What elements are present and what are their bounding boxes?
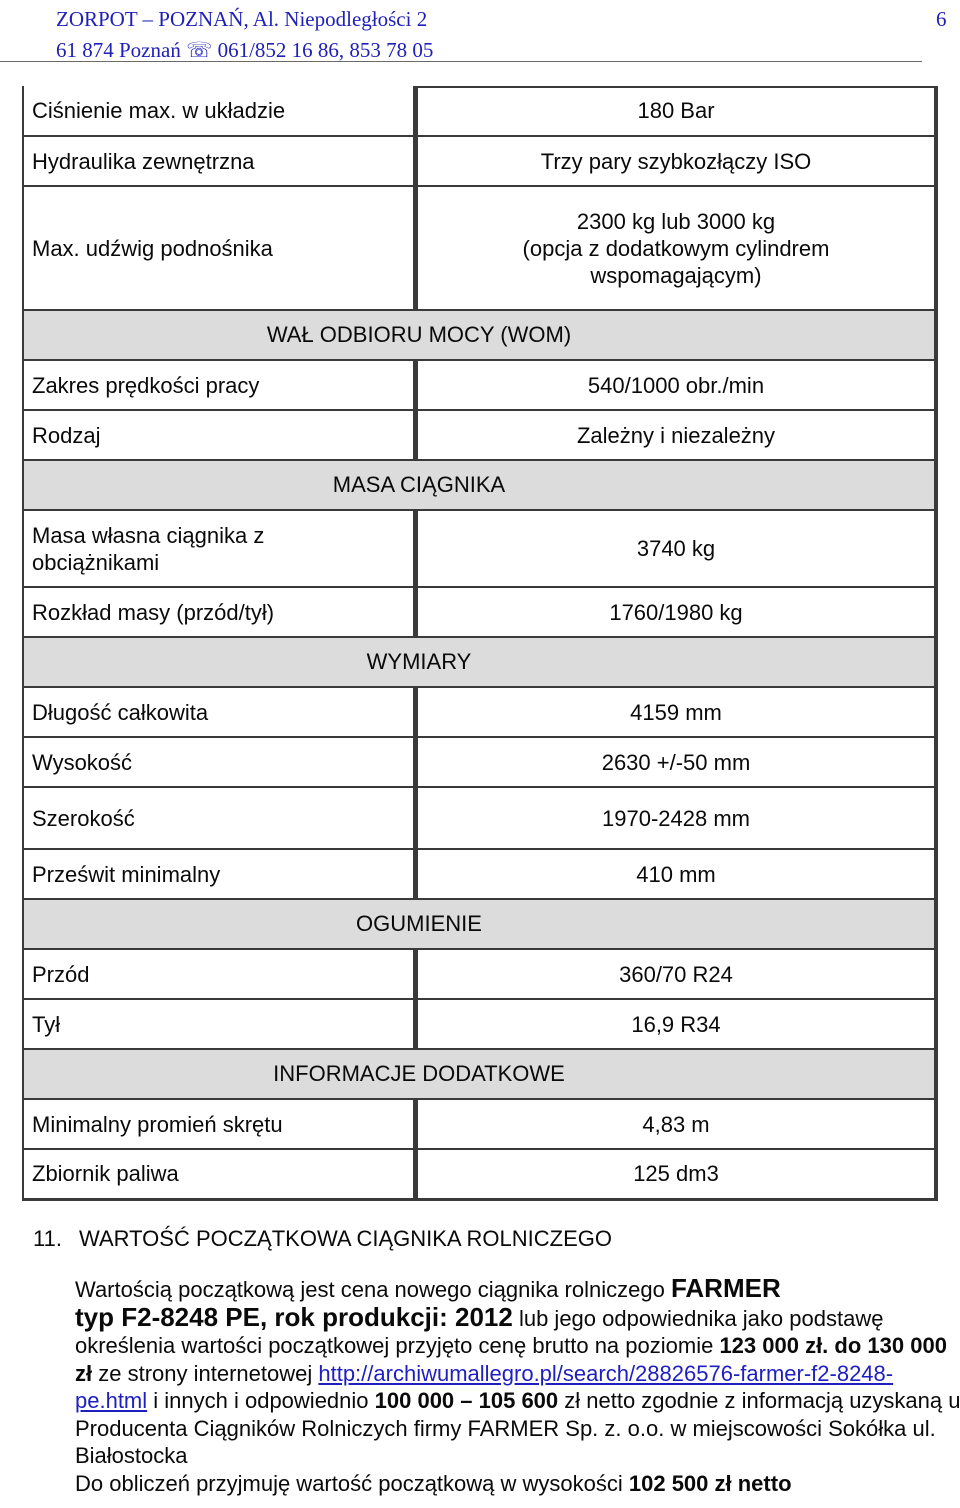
paragraph-text: i innych i odpowiednio bbox=[147, 1388, 375, 1413]
table-row bbox=[23, 787, 936, 849]
page-header bbox=[56, 4, 433, 66]
table-section-row bbox=[23, 460, 936, 510]
section-header: MASA CIĄGNIKA bbox=[23, 460, 936, 510]
spec-label: Szerokość bbox=[23, 787, 416, 849]
table-row bbox=[23, 1149, 936, 1199]
spec-value: Trzy pary szybkozłączy ISO bbox=[416, 136, 937, 186]
spec-label: Prześwit minimalny bbox=[23, 849, 416, 899]
section-header: WAŁ ODBIORU MOCY (WOM) bbox=[23, 310, 936, 360]
page-number: 6 bbox=[936, 7, 947, 31]
spec-label: Tył bbox=[23, 999, 416, 1049]
spec-value: 1760/1980 kg bbox=[416, 587, 937, 637]
spec-value: 2630 +/-50 mm bbox=[416, 737, 937, 787]
final-value: 102 500 zł netto bbox=[628, 1470, 792, 1496]
table-row bbox=[23, 186, 936, 310]
spec-value: 16,9 R34 bbox=[416, 999, 937, 1049]
spec-label: Max. udźwig podnośnika bbox=[23, 186, 416, 310]
spec-value: 1970-2428 mm bbox=[416, 787, 937, 849]
spec-value: 540/1000 obr./min bbox=[416, 360, 937, 410]
source-link[interactable]: http://archiwumallegro.pl/search/28826576-farmer-f2-8248-pe.html bbox=[75, 1360, 894, 1413]
spec-label: Masa własna ciągnika z obciążnikami bbox=[23, 510, 416, 587]
spec-label: Zakres prędkości pracy bbox=[23, 360, 416, 410]
price-range: 123 000 zł. do 130 000 zł bbox=[75, 1333, 947, 1386]
table-section-row bbox=[23, 899, 936, 949]
table-row bbox=[23, 687, 936, 737]
specification-table bbox=[22, 86, 938, 1201]
table-section-row bbox=[23, 637, 936, 687]
spec-value: 360/70 R24 bbox=[416, 949, 937, 999]
table-row bbox=[23, 849, 936, 899]
brand-name: FARMER bbox=[670, 1273, 781, 1303]
spec-value: 3740 kg bbox=[416, 510, 937, 587]
paragraph-text: Do obliczeń przyjmuję wartość początkową w wysokości bbox=[75, 1470, 629, 1496]
spec-label: Minimalny promień skrętu bbox=[23, 1099, 416, 1149]
spec-label: Hydraulika zewnętrzna bbox=[23, 136, 416, 186]
table-row bbox=[23, 410, 936, 460]
paragraph-text: lub jego odpowiednika jako podstawę określenia wartości początkowej przyjęto cenę brutto na poziomie bbox=[75, 1305, 884, 1358]
table-row bbox=[23, 1099, 936, 1149]
spec-value: 410 mm bbox=[416, 849, 937, 899]
section-title: WARTOŚĆ POCZĄTKOWA CIĄGNIKA ROLNICZEGO bbox=[79, 1226, 612, 1251]
table-row bbox=[23, 949, 936, 999]
model-info: typ F2-8248 PE, rok produkcji: 2012 bbox=[75, 1301, 513, 1332]
section-number: 11. bbox=[33, 1226, 62, 1251]
table-row bbox=[23, 360, 936, 410]
table-row bbox=[23, 587, 936, 637]
paragraph-text: Wartością początkową jest cena nowego ciągnika rolniczego bbox=[75, 1277, 671, 1302]
net-price-range: 100 000 – 105 600 bbox=[374, 1388, 559, 1413]
section-header: INFORMACJE DODATKOWE bbox=[23, 1049, 936, 1099]
header-city: 61 874 Poznań bbox=[56, 38, 187, 62]
table-section-row bbox=[23, 1049, 936, 1099]
spec-value: 2300 kg lub 3000 kg (opcja z dodatkowym cylindrem wspomagającym) bbox=[416, 186, 937, 310]
spec-label: Długość całkowita bbox=[23, 687, 416, 737]
paragraph-text: zł netto zgodnie z informacją uzyskaną u Producenta Ciągników Rolniczych firmy FARMER Sp. z. o.o. w miejscowości Sokółka ul. Białostocka bbox=[75, 1388, 960, 1468]
table-row bbox=[23, 136, 936, 186]
spec-value: 4159 mm bbox=[416, 687, 937, 737]
section-header: WYMIARY bbox=[23, 637, 936, 687]
spec-value: 4,83 m bbox=[416, 1099, 937, 1149]
section-heading bbox=[33, 1224, 612, 1254]
table-section-row bbox=[23, 310, 936, 360]
spec-label: Rozkład masy (przód/tył) bbox=[23, 587, 416, 637]
paragraph-text: ze strony internetowej bbox=[92, 1360, 319, 1386]
telephone-icon: ☏ bbox=[186, 38, 213, 62]
table-row bbox=[23, 510, 936, 587]
spec-label: Zbiornik paliwa bbox=[23, 1149, 416, 1199]
spec-value: 125 dm3 bbox=[416, 1149, 937, 1199]
spec-label: Ciśnienie max. w układzie bbox=[23, 86, 416, 136]
table-row bbox=[23, 86, 936, 136]
spec-value: Zależny i niezależny bbox=[416, 410, 937, 460]
table-row bbox=[23, 999, 936, 1049]
header-phone-numbers: 061/852 16 86, 853 78 05 bbox=[212, 38, 434, 62]
spec-label: Wysokość bbox=[23, 737, 416, 787]
spec-value: 180 Bar bbox=[416, 86, 937, 136]
header-address-line: ZORPOT – POZNAŃ, Al. Niepodległości 2 bbox=[56, 7, 428, 31]
spec-label: Rodzaj bbox=[23, 410, 416, 460]
section-header: OGUMIENIE bbox=[23, 899, 936, 949]
table-row bbox=[23, 737, 936, 787]
spec-label: Przód bbox=[23, 949, 416, 999]
header-divider bbox=[0, 61, 922, 62]
valuation-paragraph bbox=[75, 1275, 960, 1497]
